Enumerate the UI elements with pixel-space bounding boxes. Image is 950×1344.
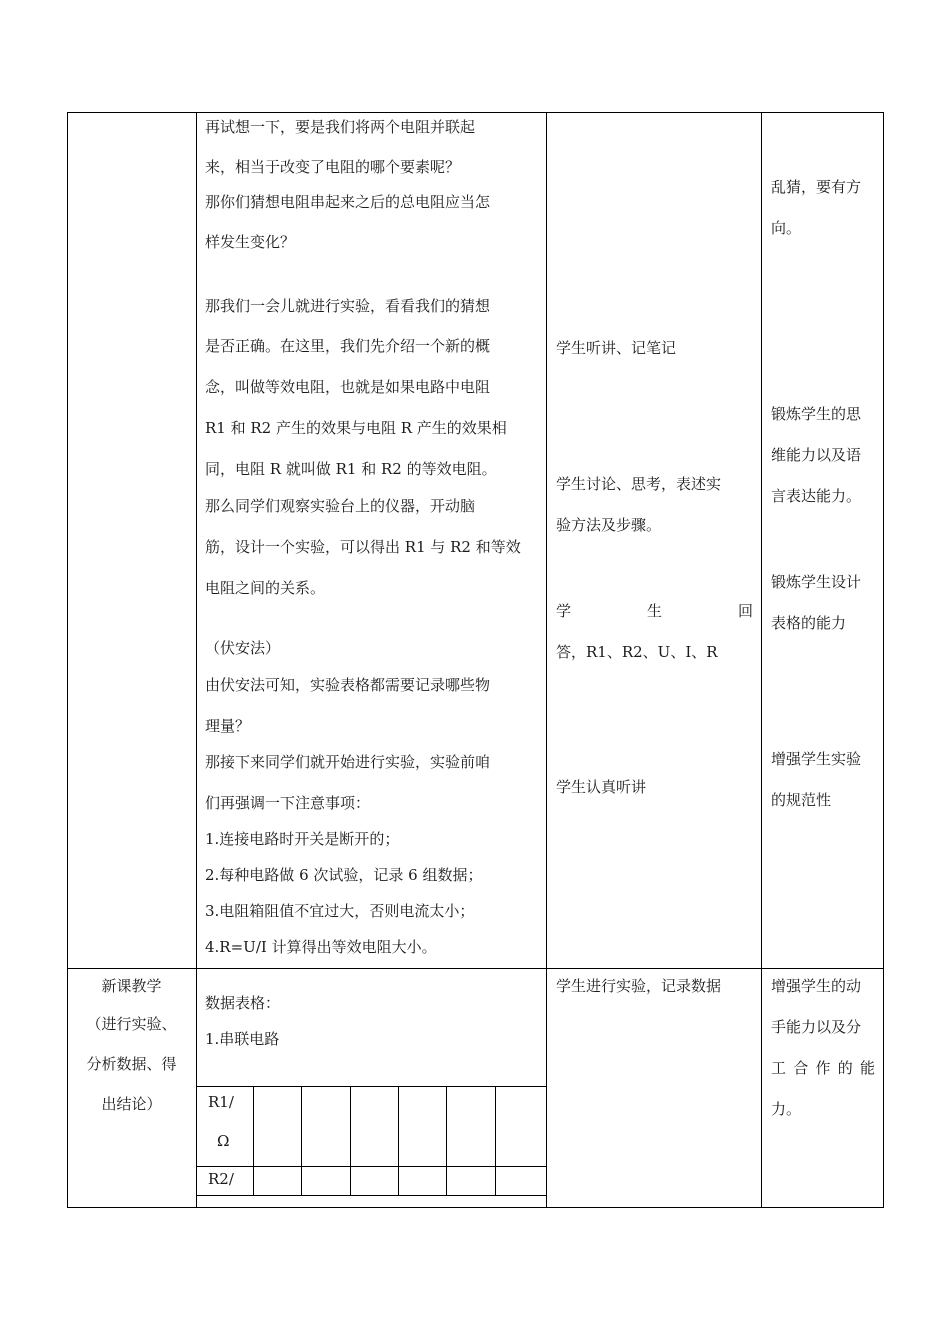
student-answer-line: 答，R1、R2、U、I、R (556, 643, 718, 661)
intent-char: 合 (793, 1059, 809, 1077)
student-discuss-line: 学生讨论、思考，表述实 (556, 475, 722, 493)
inner-table-header-unit: Ω (217, 1132, 230, 1150)
student-listen: 学生认真听讲 (556, 778, 647, 796)
teacher-line: 理量？ (205, 717, 251, 735)
teacher-line: R1 和 R2 产生的效果与电阻 R 产生的效果相 (205, 419, 507, 437)
teacher-line: 3.电阻箱阻值不宜过大，否则电流太小； (205, 902, 475, 920)
intent-line: 锻炼学生的思 (771, 405, 862, 423)
teacher-line: 4.R=U/I 计算得出等效电阻大小。 (205, 938, 437, 956)
student-answer-line (556, 601, 753, 621)
intent-line: 言表达能力。 (771, 487, 862, 505)
teacher-line: 1.连接电路时开关是断开的； (205, 830, 400, 848)
teacher-line: 念，叫做等效电阻，也就是如果电路中电阻 (205, 378, 491, 396)
table-right-border (883, 112, 884, 1208)
inner-table-col (495, 1086, 496, 1196)
intent-line: 乱猜，要有方 (771, 178, 862, 196)
intent-line: 力。 (771, 1100, 802, 1118)
intent-line (771, 1058, 875, 1078)
teacher-line: 同，电阻 R 就叫做 R1 和 R2 的等效电阻。 (205, 460, 497, 478)
student-answer-char: 生 (646, 602, 662, 620)
teacher-line: 电阻之间的关系。 (205, 579, 326, 597)
inner-table-col (301, 1086, 302, 1196)
inner-table-col (398, 1086, 399, 1196)
teacher-line: 2.每种电路做 6 次试验，记录 6 组数据； (205, 866, 483, 884)
intent-line: 增强学生的动 (771, 977, 862, 995)
intent-line: 维能力以及语 (771, 446, 862, 464)
intent-line: 的规范性 (771, 791, 832, 809)
teacher-line: 那我们一会儿就进行实验，看看我们的猜想 (205, 297, 491, 315)
intent-char: 的 (837, 1059, 853, 1077)
inner-table-col (350, 1086, 351, 1196)
intent-line: 手能力以及分 (771, 1018, 862, 1036)
column-divider-3 (761, 112, 762, 1208)
table-left-border (67, 112, 68, 1208)
teacher-line: 由伏安法可知，实验表格都需要记录哪些物 (205, 676, 491, 694)
student-answer-char: 回 (737, 602, 753, 620)
series-circuit-label: 1.串联电路 (205, 1030, 280, 1048)
intent-char: 作 (815, 1059, 831, 1077)
column-divider-1 (196, 112, 197, 1208)
student-answer-char: 学 (556, 602, 572, 620)
inner-table-col (253, 1086, 254, 1196)
data-table-label: 数据表格： (205, 994, 281, 1012)
intent-line: 向。 (771, 219, 802, 237)
intent-char: 工 (771, 1059, 787, 1077)
stage-line: 分析数据、得 (86, 1055, 177, 1073)
inner-table-col (446, 1086, 447, 1196)
inner-table-row-divider (197, 1195, 546, 1196)
teacher-line: 筋，设计一个实验，可以得出 R1 与 R2 和等效 (205, 538, 521, 556)
intent-line: 表格的能力 (771, 614, 847, 632)
stage-line: 新课教学 (101, 977, 162, 995)
teacher-line: 那你们猜想电阻串起来之后的总电阻应当怎 (205, 193, 491, 211)
teacher-line: 那么同学们观察实验台上的仪器，开动脑 (205, 497, 476, 515)
student-listen-notes: 学生听讲、记笔记 (556, 339, 677, 357)
teacher-line: 样发生变化？ (205, 233, 296, 251)
student-experiment: 学生进行实验，记录数据 (556, 977, 722, 995)
stage-line: （进行实验、 (86, 1015, 177, 1033)
inner-table-top (197, 1086, 546, 1087)
student-discuss-line: 验方法及步骤。 (556, 516, 662, 534)
inner-table-header-r1: R1/ (208, 1093, 234, 1111)
stage-line: 出结论） (101, 1095, 162, 1113)
inner-table-header-r2: R2/ (208, 1170, 234, 1188)
intent-line: 锻炼学生设计 (771, 573, 862, 591)
intent-line: 增强学生实验 (771, 750, 862, 768)
column-divider-2 (546, 112, 547, 1208)
teacher-line: 再试想一下，要是我们将两个电阻并联起 (205, 118, 476, 136)
teacher-line: 是否正确。在这里，我们先介绍一个新的概 (205, 337, 491, 355)
teacher-line: （伏安法） (205, 639, 281, 657)
inner-table-row-divider (197, 1166, 546, 1167)
teacher-line: 们再强调一下注意事项： (205, 794, 371, 812)
teacher-line: 那接下来同学们就开始进行实验，实验前咱 (205, 753, 491, 771)
intent-char: 能 (859, 1059, 875, 1077)
teacher-line: 来，相当于改变了电阻的哪个要素呢？ (205, 158, 461, 176)
